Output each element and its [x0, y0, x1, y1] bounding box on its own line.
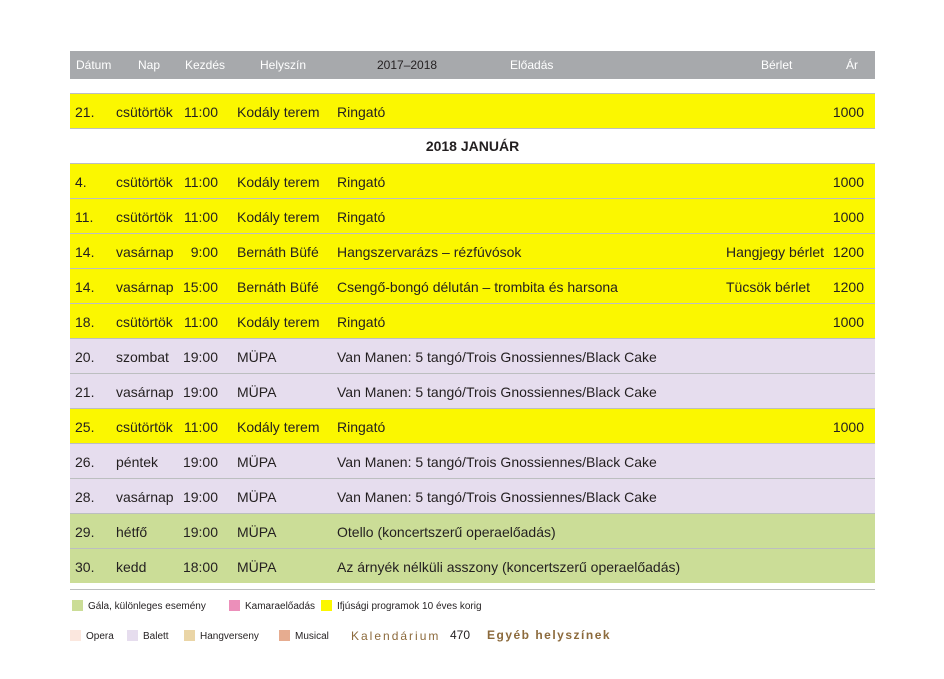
cell-title: Ringató	[337, 314, 386, 330]
cell-day: vasárnap	[116, 489, 174, 505]
cell-date: 21.	[75, 384, 95, 400]
legend-label: Ifjúsági programok 10 éves korig	[337, 601, 482, 612]
legend-swatch	[70, 630, 81, 641]
cell-time: 11:00	[184, 314, 218, 330]
cell-day: csütörtök	[116, 314, 173, 330]
cell-date: 29.	[75, 524, 95, 540]
legend-item	[229, 600, 315, 612]
legend-swatch	[72, 600, 83, 611]
legend-swatch	[127, 630, 138, 641]
cell-time: 9:00	[190, 244, 218, 260]
table-row	[70, 373, 875, 408]
legend-label: Kamaraelőadás	[245, 601, 316, 612]
legend-item	[72, 600, 206, 612]
cell-venue: Kodály terem	[237, 314, 320, 330]
table-row	[70, 443, 875, 478]
cell-venue: MÜPA	[237, 559, 277, 575]
legend-swatch	[184, 630, 195, 641]
cell-price: 1200	[832, 244, 864, 260]
table-row	[70, 93, 875, 128]
cell-time: 19:00	[182, 524, 218, 540]
cell-venue: Kodály terem	[237, 419, 320, 435]
cell-day: péntek	[116, 454, 159, 470]
cell-time: 19:00	[182, 489, 218, 505]
legend-item	[279, 630, 329, 642]
legend-swatch	[321, 600, 332, 611]
cell-title: Ringató	[337, 419, 386, 435]
cell-title: Ringató	[337, 209, 386, 225]
legend-label: Musical	[295, 631, 329, 642]
table-row	[70, 198, 875, 233]
cell-pass: Hangjegy bérlet	[726, 244, 825, 260]
cell-venue: Bernáth Büfé	[237, 279, 319, 295]
header-day: Nap	[138, 58, 161, 72]
legend-swatch	[229, 600, 240, 611]
cell-venue: Bernáth Büfé	[237, 244, 319, 260]
cell-title: Van Manen: 5 tangó/Trois Gnossiennes/Black Cake	[337, 349, 657, 365]
header-start: Kezdés	[185, 58, 226, 72]
footer-calendar-label: Kalendárium	[351, 629, 441, 643]
table-bottom-rule	[70, 589, 875, 590]
cell-title: Az árnyék nélküli asszony (koncertszerű operaelőadás)	[337, 559, 681, 575]
cell-price: 1200	[832, 279, 864, 295]
cell-price: 1000	[832, 104, 864, 120]
cell-day: vasárnap	[116, 279, 174, 295]
footer-section-title: Egyéb helyszínek	[487, 628, 612, 642]
table-row	[70, 478, 875, 513]
legend-item	[184, 630, 259, 642]
cell-title: Van Manen: 5 tangó/Trois Gnossiennes/Black Cake	[337, 489, 657, 505]
cell-title: Otello (koncertszerű operaelőadás)	[337, 524, 556, 540]
legend-label: Gála, különleges esemény	[88, 601, 206, 612]
cell-title: Van Manen: 5 tangó/Trois Gnossiennes/Black Cake	[337, 384, 657, 400]
cell-date: 21.	[75, 104, 95, 120]
cell-date: 11.	[75, 209, 94, 225]
cell-day: vasárnap	[116, 384, 174, 400]
cell-date: 20.	[75, 349, 95, 365]
cell-title: Hangszervarázs – rézfúvósok	[337, 244, 522, 260]
table-row	[70, 338, 875, 373]
cell-venue: Kodály terem	[237, 104, 320, 120]
legend-swatch	[279, 630, 290, 641]
cell-title: Csengő-bongó délután – trombita és harsona	[337, 279, 618, 295]
table-row	[70, 163, 875, 198]
cell-date: 30.	[75, 559, 95, 575]
cell-day: vasárnap	[116, 244, 174, 260]
cell-day: csütörtök	[116, 209, 173, 225]
cell-time: 11:00	[184, 104, 218, 120]
cell-time: 15:00	[182, 279, 218, 295]
page-number: 470	[450, 628, 471, 642]
table-row	[70, 268, 875, 303]
legend-label: Hangverseny	[200, 631, 259, 642]
cell-date: 4.	[75, 174, 87, 190]
cell-title: Ringató	[337, 104, 386, 120]
cell-date: 14.	[75, 279, 95, 295]
header-performance: Előadás	[510, 58, 554, 72]
cell-pass: Tücsök bérlet	[726, 279, 811, 295]
cell-price: 1000	[832, 174, 864, 190]
legend-label: Opera	[86, 631, 114, 642]
cell-day: csütörtök	[116, 419, 173, 435]
legend-item	[127, 630, 169, 642]
table-row	[70, 513, 875, 548]
cell-time: 19:00	[182, 384, 218, 400]
cell-time: 19:00	[182, 454, 218, 470]
cell-day: csütörtök	[116, 174, 173, 190]
cell-price: 1000	[832, 209, 864, 225]
header-venue: Helyszín	[260, 58, 307, 72]
cell-date: 25.	[75, 419, 95, 435]
table-row	[70, 303, 875, 338]
cell-time: 18:00	[182, 559, 218, 575]
cell-venue: MÜPA	[237, 524, 277, 540]
header-date: Dátum	[76, 58, 112, 72]
cell-venue: MÜPA	[237, 349, 277, 365]
month-heading-row	[70, 128, 875, 163]
schedule-table	[70, 93, 875, 583]
cell-time: 11:00	[184, 174, 218, 190]
table-row	[70, 548, 875, 583]
table-header	[70, 51, 875, 79]
cell-title: Van Manen: 5 tangó/Trois Gnossiennes/Black Cake	[337, 454, 657, 470]
cell-venue: MÜPA	[237, 454, 277, 470]
cell-venue: MÜPA	[237, 489, 277, 505]
cell-day: hétfő	[116, 524, 148, 540]
cell-day: szombat	[116, 349, 169, 365]
header-price: Ár	[846, 58, 858, 72]
cell-date: 26.	[75, 454, 95, 470]
legend-label: Balett	[143, 631, 169, 642]
table-row	[70, 408, 875, 443]
legend-item	[321, 600, 482, 612]
cell-date: 28.	[75, 489, 95, 505]
month-heading: 2018 JANUÁR	[425, 138, 520, 154]
header-season: 2017–2018	[377, 58, 438, 72]
cell-date: 14.	[75, 244, 95, 260]
cell-venue: Kodály terem	[237, 209, 320, 225]
cell-venue: Kodály terem	[237, 174, 320, 190]
cell-time: 11:00	[184, 209, 218, 225]
cell-title: Ringató	[337, 174, 386, 190]
cell-venue: MÜPA	[237, 384, 277, 400]
cell-price: 1000	[832, 314, 864, 330]
header-pass: Bérlet	[761, 58, 793, 72]
cell-time: 11:00	[184, 419, 218, 435]
cell-time: 19:00	[182, 349, 218, 365]
cell-date: 18.	[75, 314, 95, 330]
legend-item	[70, 630, 114, 642]
table-row	[70, 233, 875, 268]
cell-day: kedd	[116, 559, 147, 575]
cell-price: 1000	[832, 419, 864, 435]
cell-day: csütörtök	[116, 104, 173, 120]
